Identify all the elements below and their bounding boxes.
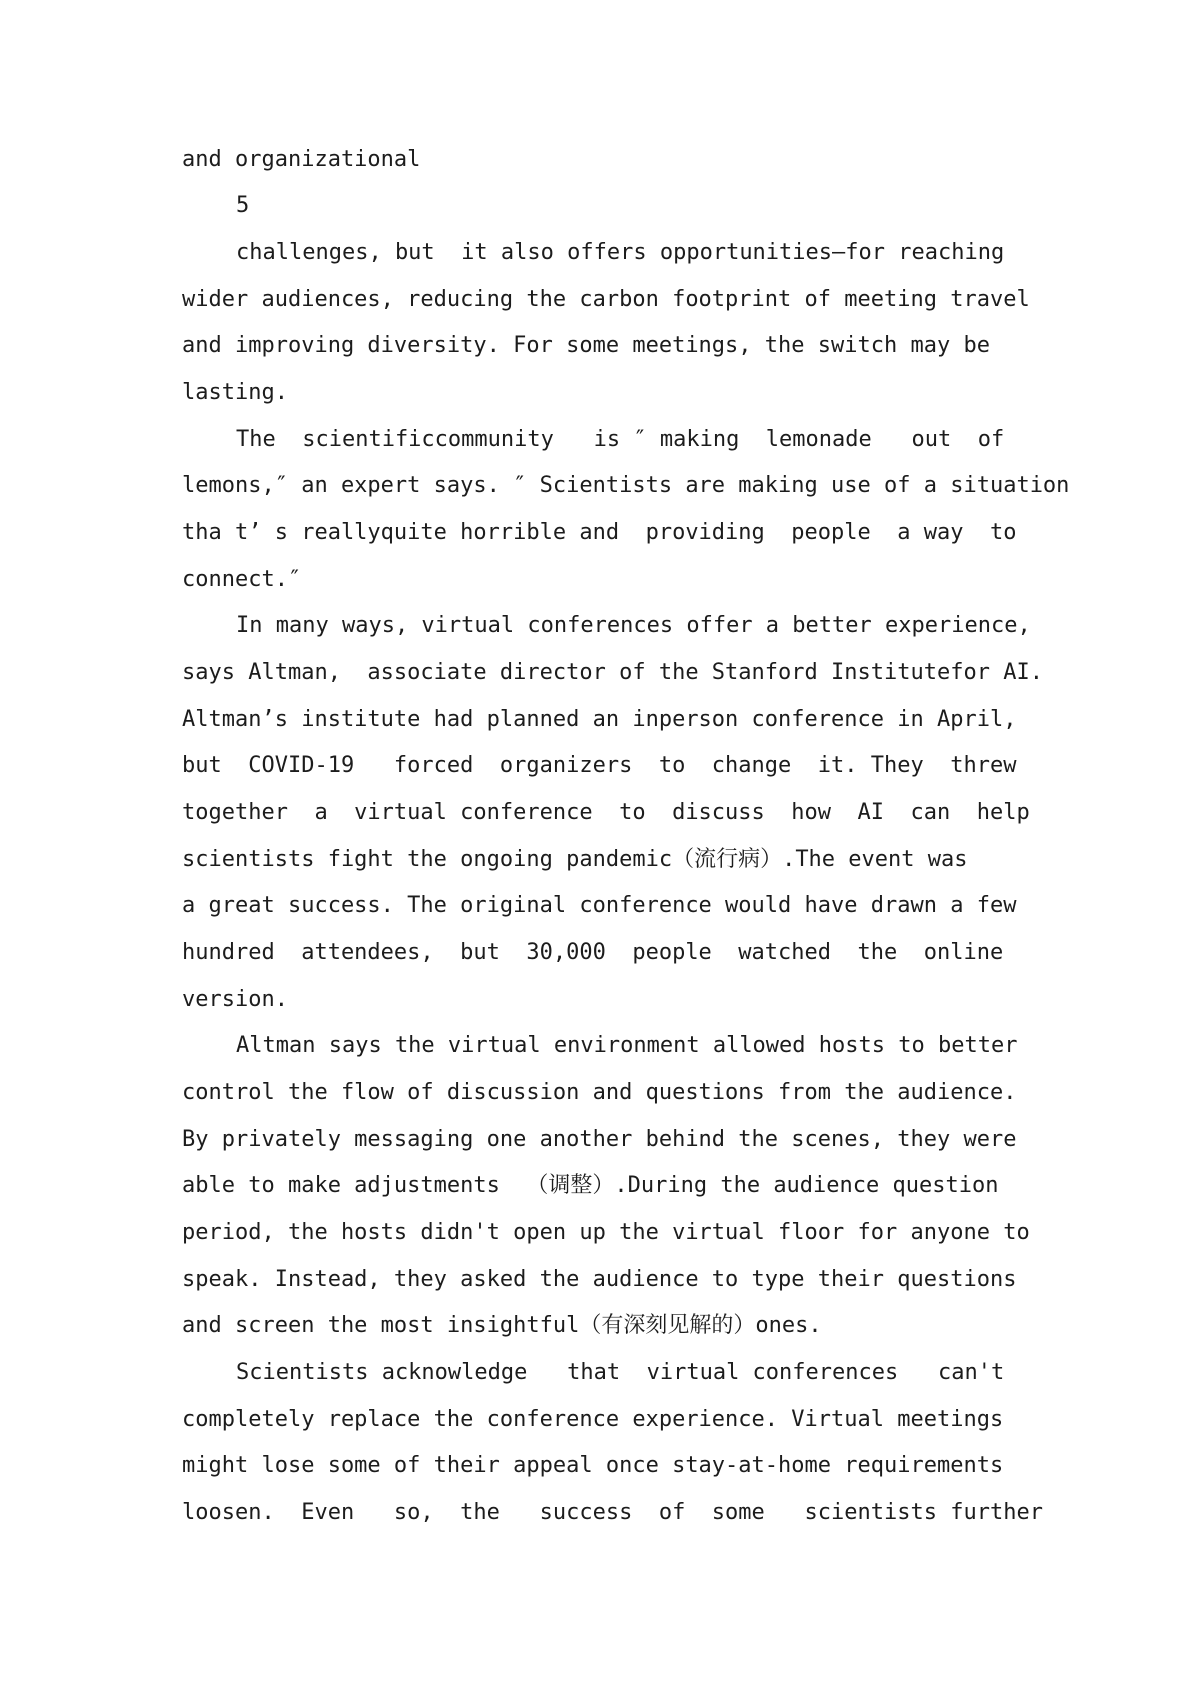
text-line: loosen. Even so, the success of some scientists further bbox=[182, 1500, 1043, 1525]
text-line: Altman says the virtual environment allowed hosts to better bbox=[236, 1033, 1018, 1058]
text-line: wider audiences, reducing the carbon footprint of meeting travel bbox=[182, 287, 1030, 312]
text-line: lemons,″ an expert says. ″ Scientists are making use of a situation bbox=[182, 473, 1070, 498]
text-line: together a virtual conference to discuss how AI can help bbox=[182, 800, 1030, 825]
text-line: but COVID-19 forced organizers to change it. They threw bbox=[182, 753, 1017, 778]
text-line: says Altman, associate director of the Stanford Institutefor AI. bbox=[182, 660, 1043, 685]
page-number: 5 bbox=[236, 193, 250, 218]
text-line: The scientificcommunity is ″ making lemonade out of bbox=[236, 427, 1005, 452]
text-line: Scientists acknowledge that virtual conferences can't bbox=[236, 1360, 1005, 1385]
text-line: speak. Instead, they asked the audience to type their questions bbox=[182, 1267, 1017, 1292]
text-line: able to make adjustments （调整）.During the audience question bbox=[182, 1173, 999, 1198]
text-line: lasting. bbox=[182, 380, 288, 405]
text-line: hundred attendees, but 30,000 people watched the online bbox=[182, 940, 1004, 965]
text-line: and screen the most insightful（有深刻见解的）ones. bbox=[182, 1313, 822, 1338]
text-line: version. bbox=[182, 987, 288, 1012]
text-line: completely replace the conference experience. Virtual meetings bbox=[182, 1407, 1004, 1432]
text-line: connect.″ bbox=[182, 567, 302, 592]
text-line: control the flow of discussion and questions from the audience. bbox=[182, 1080, 1017, 1105]
text-line: and improving diversity. For some meetings, the switch may be bbox=[182, 333, 990, 358]
text-line: a great success. The original conference would have drawn a few bbox=[182, 893, 1017, 918]
text-line: and organizational bbox=[182, 147, 421, 172]
text-line: might lose some of their appeal once stay-at-home requirements bbox=[182, 1453, 1004, 1478]
text-line: Altman’s institute had planned an inperson conference in April, bbox=[182, 707, 1017, 732]
text-line: In many ways, virtual conferences offer a better experience, bbox=[236, 613, 1031, 638]
text-line: scientists fight the ongoing pandemic（流行病）.The event was bbox=[182, 847, 968, 872]
text-line: period, the hosts didn't open up the virtual floor for anyone to bbox=[182, 1220, 1030, 1245]
text-line: By privately messaging one another behind the scenes, they were bbox=[182, 1127, 1017, 1152]
text-line: challenges, but it also offers opportunities—for reaching bbox=[236, 240, 1005, 265]
text-line: tha t’ s reallyquite horrible and providing people a way to bbox=[182, 520, 1017, 545]
